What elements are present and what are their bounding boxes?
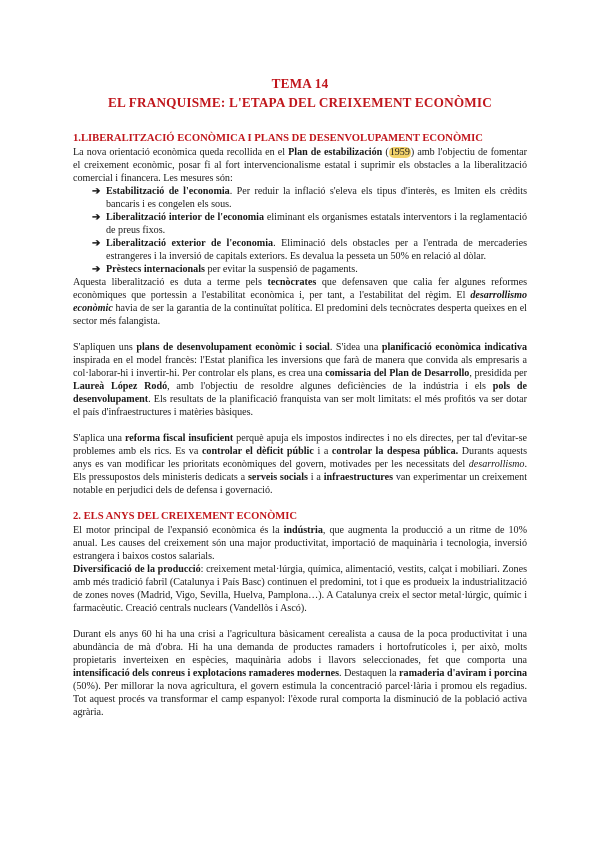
text: La nova orientació econòmica queda recollida en el bbox=[73, 147, 289, 158]
text: (50%). Per millorar la nova agricultura, el govern estimula la concentració parcel·lària i promou els regadius. Tot aquest procés va transformar el camp espanyol: l'èxode rural comporta la disminució de la població activa agrària. bbox=[73, 681, 527, 718]
measure-text: per evitar la suspensió de pagaments. bbox=[204, 264, 358, 275]
term: pols de desenvolupament bbox=[73, 381, 527, 405]
document-body bbox=[73, 132, 527, 719]
spacer bbox=[73, 615, 527, 628]
term: tecnòcrates bbox=[267, 277, 317, 288]
term: indústria bbox=[283, 525, 323, 536]
measure-text: . Eliminació dels obstacles per a l'entrada de mercaderies estrangeres i la inversió de capitals exteriors. Es devalua la pesseta un 50% en relació al dòlar. bbox=[106, 238, 528, 262]
term-italic: desarrollismo bbox=[468, 459, 525, 470]
term: Laureà López Rodó bbox=[73, 381, 168, 392]
measure-title: Liberalització exterior de l'economia bbox=[106, 238, 274, 249]
list-item bbox=[92, 211, 527, 237]
arrow-icon: ➔ bbox=[92, 264, 101, 275]
term: ramaderia d'aviram i porcina bbox=[399, 668, 528, 679]
text: , presidida per bbox=[469, 368, 527, 379]
term: infraestructures bbox=[323, 472, 394, 483]
arrow-icon: ➔ bbox=[92, 212, 101, 223]
text: perquè apuja els impostos indirectes i no els directes, per tal d'evitar-se problemes amb els rics. Es va bbox=[73, 433, 527, 457]
text: . Destaquen la bbox=[339, 668, 400, 679]
measure-title: Prèstecs internacionals bbox=[106, 264, 205, 275]
text: i a bbox=[307, 472, 324, 483]
term: comissaria del Plan de Desarrollo bbox=[325, 368, 470, 379]
measures-list bbox=[73, 185, 527, 276]
text: . Els pressupostos dels ministeris dedicats a bbox=[73, 459, 527, 483]
year-highlight: 1959 bbox=[389, 147, 410, 158]
text: Durants aquests anys es van modificar les prioritats econòmiques del govern, motivades per les necessitats del bbox=[73, 446, 528, 470]
text: Aquesta liberalització es duta a terme pels bbox=[73, 277, 268, 288]
term: plans de desenvolupament econòmic i social bbox=[136, 342, 330, 353]
text: i a bbox=[313, 446, 332, 457]
list-item bbox=[92, 237, 527, 263]
text: S'aplica una bbox=[73, 433, 125, 444]
text: : creixement metal·lúrgia, química, alimentació, vestits, calçat i mobiliari. Zones amb més tradició fabril (Catalunya i País Basc) continuen el predomini, tot i que es produeix la industrialització de zones noves (Madrid, Vigo, Sevilla, Huelva, Pamplona…). A Catalunya creix el sector metal·lúrgic, químic i farmacèutic. Creació centrals nuclears (Vandellòs i Ascó). bbox=[73, 564, 527, 614]
text: havia de ser la garantia de la continuïtat política. El predomini dels tecnòcrates desperta queixes en el sector més falangista. bbox=[73, 303, 527, 327]
spacer bbox=[73, 328, 527, 341]
paragraph-motor bbox=[73, 524, 527, 563]
paragraph-fiscal bbox=[73, 432, 527, 497]
topic-label: TEMA 14 bbox=[271, 76, 329, 91]
paragraph-agricultura bbox=[73, 628, 527, 719]
section-heading-2: 2. ELS ANYS DEL CREIXEMENT ECONÒMIC bbox=[73, 511, 298, 522]
term-italic: desarrollismo econòmic bbox=[73, 290, 527, 314]
measure-title: Estabilització de l'economia bbox=[106, 186, 230, 197]
text: Durant els anys 60 hi ha una crisi a l'agricultura bàsicament cerealista a causa de la poca productivitat i una abundància de mà d'obra. Hi ha una demanda de productes ramaders i hortofrutícoles i, per això, molts propietaris inverteixen en espècies, maquinària adobs i llavors seleccionades, fet que comporta una bbox=[73, 629, 527, 666]
arrow-icon: ➔ bbox=[92, 238, 101, 249]
text: inspirada en el model francès: l'Estat planifica les inversions que farà de manera que convida als empresaris a col·laborar-hi i invertir-hi. Per controlar els plans, es crea una bbox=[73, 355, 527, 379]
term: planificació econòmica indicativa bbox=[381, 342, 528, 353]
term: controlar el dèficit públic bbox=[201, 446, 314, 457]
term: controlar la despesa pública. bbox=[331, 446, 459, 457]
text: . Els resultats de la planificació franquista van ser molt limitats: el més profitós va ser dotar el país d'infraestructures i matèries bàsiques. bbox=[73, 394, 527, 418]
paragraph-tecnocrates bbox=[73, 276, 527, 328]
measure-title: Liberalització interior de l'economia bbox=[106, 212, 265, 223]
measure-text: . Per reduir la inflació s'eleva els tipus d'interès, es lmiten els crèdits bancaris i es congelen els sous. bbox=[106, 186, 527, 210]
text: que defensaven que calia fer algunes reformes econòmiques que portessin a l'estabilitat econòmica i, per tant, a l'estabilitat del règim. El bbox=[73, 277, 527, 301]
spacer bbox=[73, 497, 527, 510]
list-item bbox=[92, 185, 527, 211]
text: El motor principal de l'expansió econòmica és la bbox=[73, 525, 284, 536]
text: van experimentar un creixement notable en perjudici dels de defensa i governació. bbox=[73, 472, 528, 496]
text: S'apliquen uns bbox=[73, 342, 137, 353]
text: , amb l'objectiu de resoldre algunes deficiències de la indústria i els bbox=[167, 381, 493, 392]
list-item bbox=[92, 263, 527, 276]
term: reforma fiscal insuficient bbox=[124, 433, 234, 444]
spacer bbox=[73, 419, 527, 432]
paragraph-plans bbox=[73, 341, 527, 419]
arrow-icon: ➔ bbox=[92, 186, 101, 197]
paragraph-diversificacio bbox=[73, 563, 527, 615]
term: Diversificació de la producció bbox=[73, 564, 201, 575]
text: . S'idea una bbox=[329, 342, 382, 353]
term: intensificació dels conreus i explotacions ramaderes modernes bbox=[73, 668, 340, 679]
plan-name: Plan de estabilización bbox=[288, 147, 383, 158]
section-heading-1: 1.LIBERALITZACIÓ ECONÒMICA I PLANS DE DESENVOLUPAMENT ECONÒMIC bbox=[73, 133, 483, 144]
term: serveis socials bbox=[247, 472, 308, 483]
text: , que augmenta la producció a un ritme de 10% anual. Les causes del creixement són una major productivitat, importació de maquinària i tecnologia, inversió estrangera i baixos costos salarials. bbox=[73, 525, 528, 562]
page-title: EL FRANQUISME: L'ETAPA DEL CREIXEMENT ECONÒMIC bbox=[108, 95, 492, 110]
measure-text: eliminant els organismes estatals interventors i la reglamentació de preus fixos. bbox=[106, 212, 527, 236]
paragraph-intro: La nova orientació econòmica queda recollida en el Plan de estabilización (1959) amb l'objectiu de fomentar el creixement econòmic, posar fi al fort intervencionalisme estatal i suprimir els obstacles a la liberalització comercial i financera. Les mesures són: bbox=[73, 147, 528, 184]
text: amb l'objectiu de fomentar el creixement econòmic, posar fi al fort intervencionalisme estatal i suprimir els obstacles a la liberalització comercial i financera. Les mesures són: bbox=[73, 147, 528, 184]
